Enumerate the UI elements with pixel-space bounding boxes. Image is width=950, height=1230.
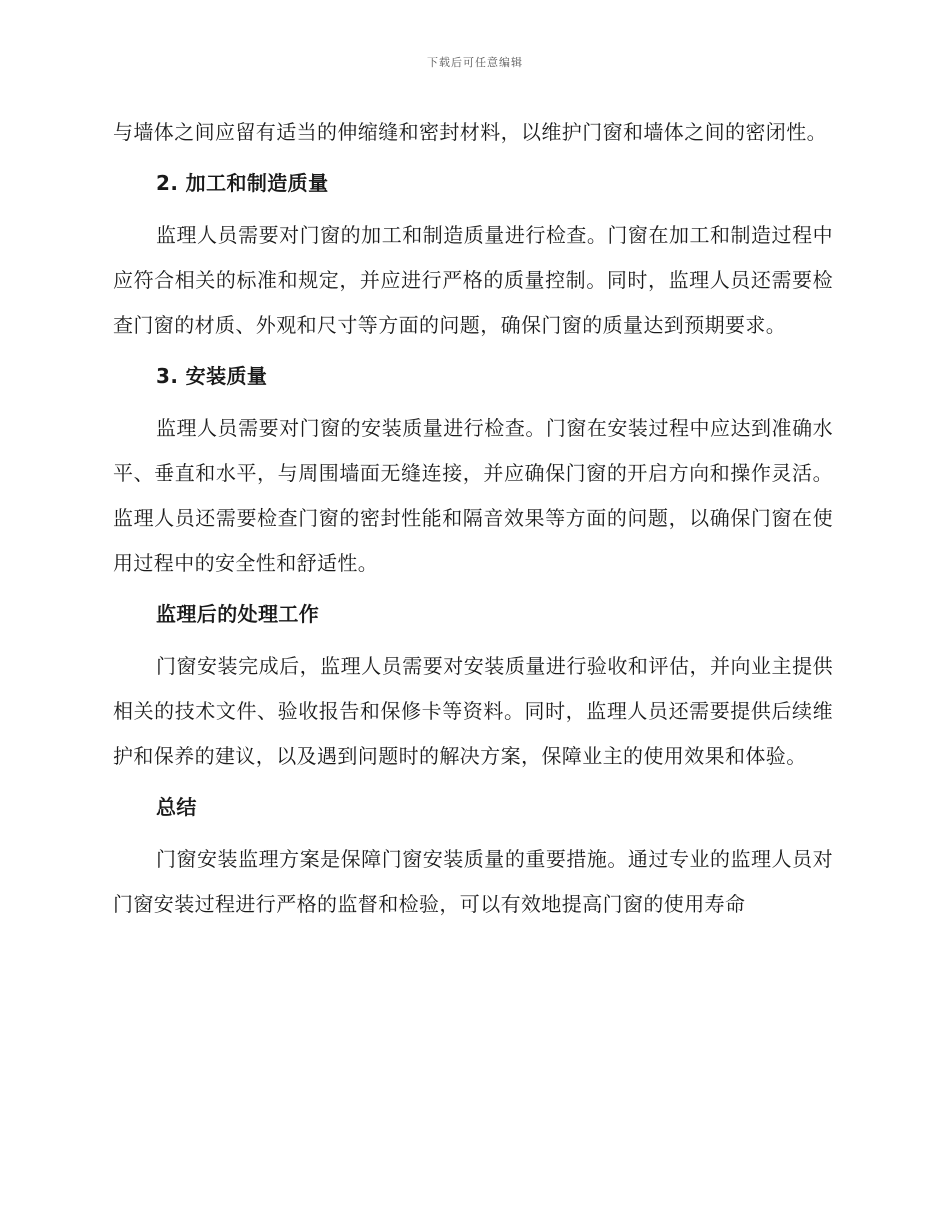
heading-manufacturing-quality: 2. 加工和制造质量	[156, 171, 329, 195]
heading-summary: 总结	[156, 795, 197, 819]
paragraph-installation-quality: 监理人员需要对门窗的安装质量进行检查。门窗在安装过程中应达到准确水平、垂直和水平，与周围墙面无缝连接，并应确保门窗的开启方向和操作灵活。监理人员还需要检查门窗的密封性能和隔音效果等方面的问题，以确保门窗在使用过程中的安全性和舒适性。	[113, 416, 833, 575]
paragraph-summary: 门窗安装监理方案是保障门窗安装质量的重要措施。通过专业的监理人员对门窗安装过程进行严格的监督和检验，可以有效地提高门窗的使用寿命	[113, 847, 833, 916]
heading-post-supervision: 监理后的处理工作	[156, 602, 320, 626]
paragraph-post-supervision: 门窗安装完成后，监理人员需要对安装质量进行验收和评估，并向业主提供相关的技术文件、验收报告和保修卡等资料。同时，监理人员还需要提供后续维护和保养的建议，以及遇到问题时的解决方案，保障业主的使用效果和体验。	[113, 654, 833, 768]
heading-installation-quality: 3. 安装质量	[156, 364, 268, 388]
paragraph-manufacturing-quality: 监理人员需要对门窗的加工和制造质量进行检查。门窗在加工和制造过程中应符合相关的标准和规定，并应进行严格的质量控制。同时，监理人员还需要检查门窗的材质、外观和尺寸等方面的问题，确保门窗的质量达到预期要求。	[113, 223, 833, 337]
intro-paragraph: 与墙体之间应留有适当的伸缩缝和密封材料，以维护门窗和墙体之间的密闭性。	[113, 120, 827, 144]
page-header: 下载后可任意编辑	[427, 56, 523, 69]
document-body	[113, 110, 833, 927]
